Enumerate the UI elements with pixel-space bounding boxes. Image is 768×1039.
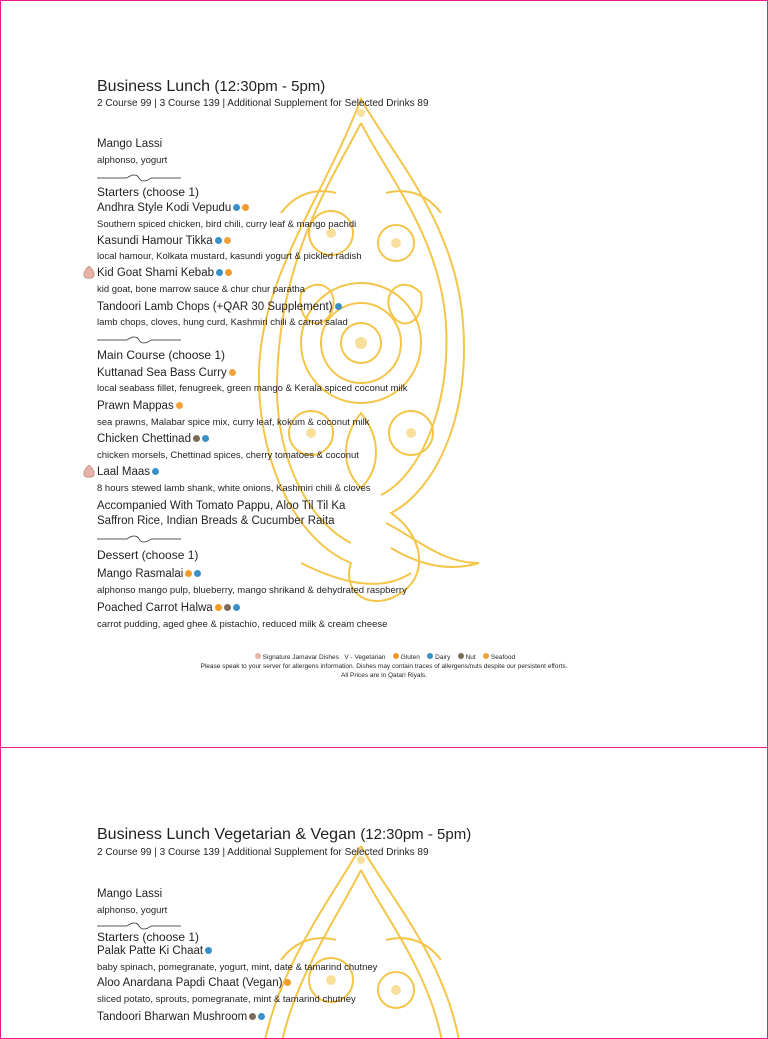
nut-icon [224, 604, 231, 611]
dairy-icon [202, 435, 209, 442]
welcome-drink-name: Mango Lassi [97, 888, 163, 900]
dairy-icon [427, 653, 433, 659]
main-item-name [97, 367, 236, 379]
dish-name: Prawn Mappas [97, 400, 174, 412]
allergen-note: Please speak to your server for allergens information. Dishes may contain traces of allergens/nuts despite our persistent efforts. [200, 663, 568, 670]
menu-hours: (12:30pm - 5pm) [360, 826, 472, 843]
dish-name: Aloo Anardana Papdi Chaat (Vegan) [97, 977, 283, 989]
dairy-icon [152, 468, 159, 475]
menu-hours: (12:30pm - 5pm) [214, 78, 326, 95]
dairy-icon [216, 269, 223, 276]
legend-gluten: Gluten [400, 654, 420, 661]
allergen-legend [1, 653, 767, 662]
dish-name: Kid Goat Shami Kebab [97, 267, 214, 279]
starter-item-name [97, 301, 342, 313]
accompaniment-line-2: Saffron Rice, Indian Breads & Cucumber Raita [97, 515, 335, 527]
seafood-icon [229, 369, 236, 376]
dessert-item-desc: alphonso mango pulp, blueberry, mango shrikand & dehydrated raspberry [97, 585, 407, 596]
starter-item-name [97, 1011, 265, 1023]
dairy-icon [233, 204, 240, 211]
legend-dairy: Dairy [435, 654, 451, 661]
starters-heading: Starters (choose 1) [97, 930, 200, 944]
starter-item-desc: kid goat, bone marrow sauce & chur chur paratha [97, 284, 306, 295]
nut-icon [249, 1013, 256, 1020]
menu-page-2 [0, 747, 768, 1039]
dessert-item-name [97, 602, 240, 614]
menu-title: Business Lunch Vegetarian & Vegan [97, 826, 356, 843]
main-course-heading: Main Course (choose 1) [97, 348, 226, 362]
dish-name: Tandoori Bharwan Mushroom [97, 1011, 248, 1023]
seafood-icon [224, 237, 231, 244]
dish-name: Kuttanad Sea Bass Curry [97, 367, 227, 379]
signature-dish-icon [255, 653, 261, 659]
main-item-desc: chicken morsels, Chettinad spices, cherry tomatoes & coconut [97, 450, 359, 461]
gluten-icon [393, 653, 399, 659]
section-divider [97, 174, 181, 182]
legend-seafood: Seafood [490, 654, 516, 661]
main-item-desc: 8 hours stewed lamb shank, white onions, Kashmiri chili & cloves [97, 483, 371, 494]
gluten-icon [185, 570, 192, 577]
paisley-ornament-graphic [241, 840, 481, 1039]
seafood-icon [483, 653, 489, 659]
dish-name: Chicken Chettinad [97, 433, 191, 445]
starter-item-name [97, 977, 291, 989]
page-title [97, 78, 325, 96]
nut-icon [458, 653, 464, 659]
main-item-name [97, 466, 159, 478]
starter-item-desc: lamb chops, cloves, hung curd, Kashmiri chili & carrot salad [97, 317, 348, 328]
gluten-icon [242, 204, 249, 211]
main-item-desc: sea prawns, Malabar spice mix, curry leaf, kokum & coconut milk [97, 417, 370, 428]
gluten-icon [215, 604, 222, 611]
dessert-heading: Dessert (choose 1) [97, 548, 199, 562]
welcome-drink-name: Mango Lassi [97, 138, 163, 150]
gluten-icon [225, 269, 232, 276]
section-divider [97, 336, 181, 344]
paisley-ornament-graphic [241, 93, 481, 653]
starter-item-desc: baby spinach, pomegranate, yogurt, mint, date & tamarind chutney [97, 962, 378, 973]
dairy-icon [205, 947, 212, 954]
page-title [97, 826, 471, 844]
menu-title: Business Lunch [97, 78, 210, 95]
dish-name: Andhra Style Kodi Vepudu [97, 202, 232, 214]
dairy-icon [215, 237, 222, 244]
dairy-icon [233, 604, 240, 611]
main-item-name [97, 433, 209, 445]
dessert-item-desc: carrot pudding, aged ghee & pistachio, reduced milk & cream cheese [97, 619, 388, 630]
gluten-icon [284, 979, 291, 986]
welcome-drink-desc: alphonso, yogurt [97, 155, 168, 166]
seafood-icon [176, 402, 183, 409]
welcome-drink-desc: alphonso, yogurt [97, 905, 168, 916]
starter-item-name [97, 945, 212, 957]
starter-item-desc: Southern spiced chicken, bird chili, curry leaf & mango pachdi [97, 219, 357, 230]
starter-item-desc: local hamour, Kolkata mustard, kasundi yogurt & pickled radish [97, 251, 362, 262]
section-divider [97, 922, 181, 930]
starter-item-name [97, 202, 249, 214]
menu-subtitle: 2 Course 99 | 3 Course 139 | Additional Supplement for Selected Drinks 89 [97, 847, 429, 858]
starters-heading: Starters (choose 1) [97, 185, 200, 199]
legend-signature: Signature Jamavar Dishes [262, 654, 339, 661]
accompaniment-line-1: Accompanied With Tomato Pappu, Aloo Til Til Ka [97, 500, 346, 512]
signature-dish-icon [83, 266, 95, 280]
main-item-name [97, 400, 183, 412]
legend-nut: Nut [465, 654, 476, 661]
dish-name: Kasundi Hamour Tikka [97, 235, 213, 247]
section-divider [97, 535, 181, 543]
dish-name: Poached Carrot Halwa [97, 602, 213, 614]
main-item-desc: local seabass fillet, fenugreek, green mango & Kerala spiced coconut milk [97, 383, 408, 394]
currency-note: All Prices are in Qatari Riyals. [341, 672, 427, 679]
legend-vegetarian: V - Vegetarian [344, 654, 386, 661]
dish-name: Tandoori Lamb Chops (+QAR 30 Supplement) [97, 301, 333, 313]
dish-name: Laal Maas [97, 466, 151, 478]
dairy-icon [258, 1013, 265, 1020]
starter-item-name [97, 267, 232, 279]
dessert-item-name [97, 568, 201, 580]
dairy-icon [194, 570, 201, 577]
signature-dish-icon [83, 465, 95, 479]
dish-name: Mango Rasmalai [97, 568, 184, 580]
dairy-icon [335, 303, 342, 310]
nut-icon [193, 435, 200, 442]
menu-subtitle: 2 Course 99 | 3 Course 139 | Additional Supplement for Selected Drinks 89 [97, 98, 429, 109]
starter-item-desc: sliced potato, sprouts, pomegranate, mint & tamarind chutney [97, 994, 356, 1005]
dish-name: Palak Patte Ki Chaat [97, 945, 204, 957]
starter-item-name [97, 235, 231, 247]
